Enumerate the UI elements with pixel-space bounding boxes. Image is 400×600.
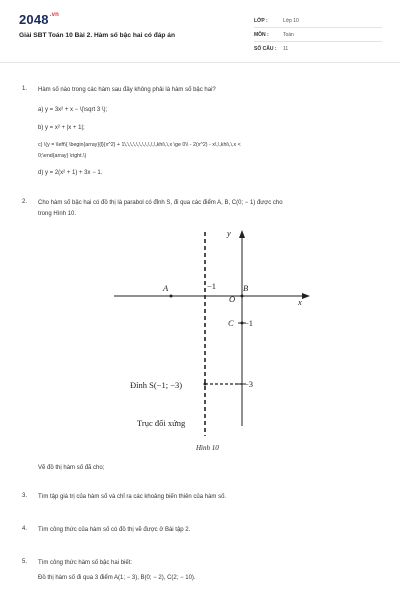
meta-label: SỐ CÂU : <box>254 46 277 52</box>
divider <box>254 27 382 28</box>
question-2-line-1: Cho hàm số bậc hai có đồ thị là parabol có đỉnh S, đi qua các điểm A, B, C(0; − 1) được cho <box>38 200 283 206</box>
figure-caption: Hình 10 <box>196 444 219 452</box>
question-number: 3. <box>22 493 28 499</box>
question-1-text: Hàm số nào trong các hàm sau đây không phải là hàm số bậc hai? <box>38 87 216 93</box>
question-3-text: Tìm tập giá trị của hàm số và chỉ ra các khoảng biến thiên của hàm số. <box>38 494 227 500</box>
tick-label-y-neg1: −1 <box>244 318 254 328</box>
header-divider <box>0 62 400 63</box>
divider <box>254 41 382 42</box>
meta-label: MÔN : <box>254 32 269 38</box>
y-axis-label: y <box>227 228 231 238</box>
question-number: 4. <box>22 526 28 532</box>
question-1-option-d: d) y = 2(x² + 1) + 3x − 1. <box>38 170 103 176</box>
y-axis-arrow-icon <box>239 230 245 238</box>
logo-suffix: .vn <box>49 12 60 18</box>
tick-label-y-neg3: −3 <box>244 379 254 389</box>
point-b-label: B <box>243 283 249 293</box>
logo-text: 2048 <box>19 12 49 27</box>
question-2-instruction: Vẽ đồ thị hàm số đã cho; <box>38 465 105 471</box>
point-c-label: C <box>228 318 234 328</box>
vertex-s-dot <box>204 383 207 386</box>
meta-value: Toán <box>283 32 294 38</box>
question-1-option-c: c) \(y = \left\{ \begin{array}{l}{x^2} + 1\,\,\,\,\,\,\,\,\,\,\,khi\,\,x \ge 0\\ - 2(x^2) - x\,\,khi\,\,x < <box>38 142 241 148</box>
meta-value: Lớp 10 <box>283 18 299 24</box>
question-1-option-b: b) y = x² + |x + 1|; <box>38 125 85 131</box>
point-b-dot <box>241 295 244 298</box>
question-1-option-c-cont: 0;\end{array} \right.\) <box>38 153 87 159</box>
question-2-line-2: trong Hình 10. <box>38 211 77 217</box>
x-axis-label: x <box>298 297 302 307</box>
question-4-text: Tìm công thức của hàm số có đồ thị vẽ được ở Bài tập 2. <box>38 527 191 533</box>
point-a-dot <box>170 295 173 298</box>
origin-label: O <box>229 294 236 304</box>
document-title: Giải SBT Toán 10 Bài 2. Hàm số bậc hai có đáp án <box>19 32 175 39</box>
meta-label: LỚP : <box>254 18 268 24</box>
question-number: 5. <box>22 559 28 565</box>
question-number: 2. <box>22 199 28 205</box>
vertex-label: Đỉnh S(−1; −3) <box>130 380 183 390</box>
question-1-option-a: a) y = 3x² + x − \(\sqrt 3 \); <box>38 107 108 113</box>
site-logo[interactable] <box>19 12 59 27</box>
question-number: 1. <box>22 86 28 92</box>
question-5-text: Tìm công thức hàm số bậc hai biết: <box>38 560 133 566</box>
symmetry-axis-label: Trục đối xứng <box>137 418 186 428</box>
question-5-sub: Đồ thị hàm số đi qua 3 điểm A(1; − 3), B(0; − 2), C(2; − 10). <box>38 575 196 581</box>
tick-label-x-neg1: −1 <box>207 281 217 291</box>
meta-value: 11 <box>283 46 289 52</box>
x-axis-arrow-icon <box>302 293 310 299</box>
point-a-label: A <box>163 283 169 293</box>
